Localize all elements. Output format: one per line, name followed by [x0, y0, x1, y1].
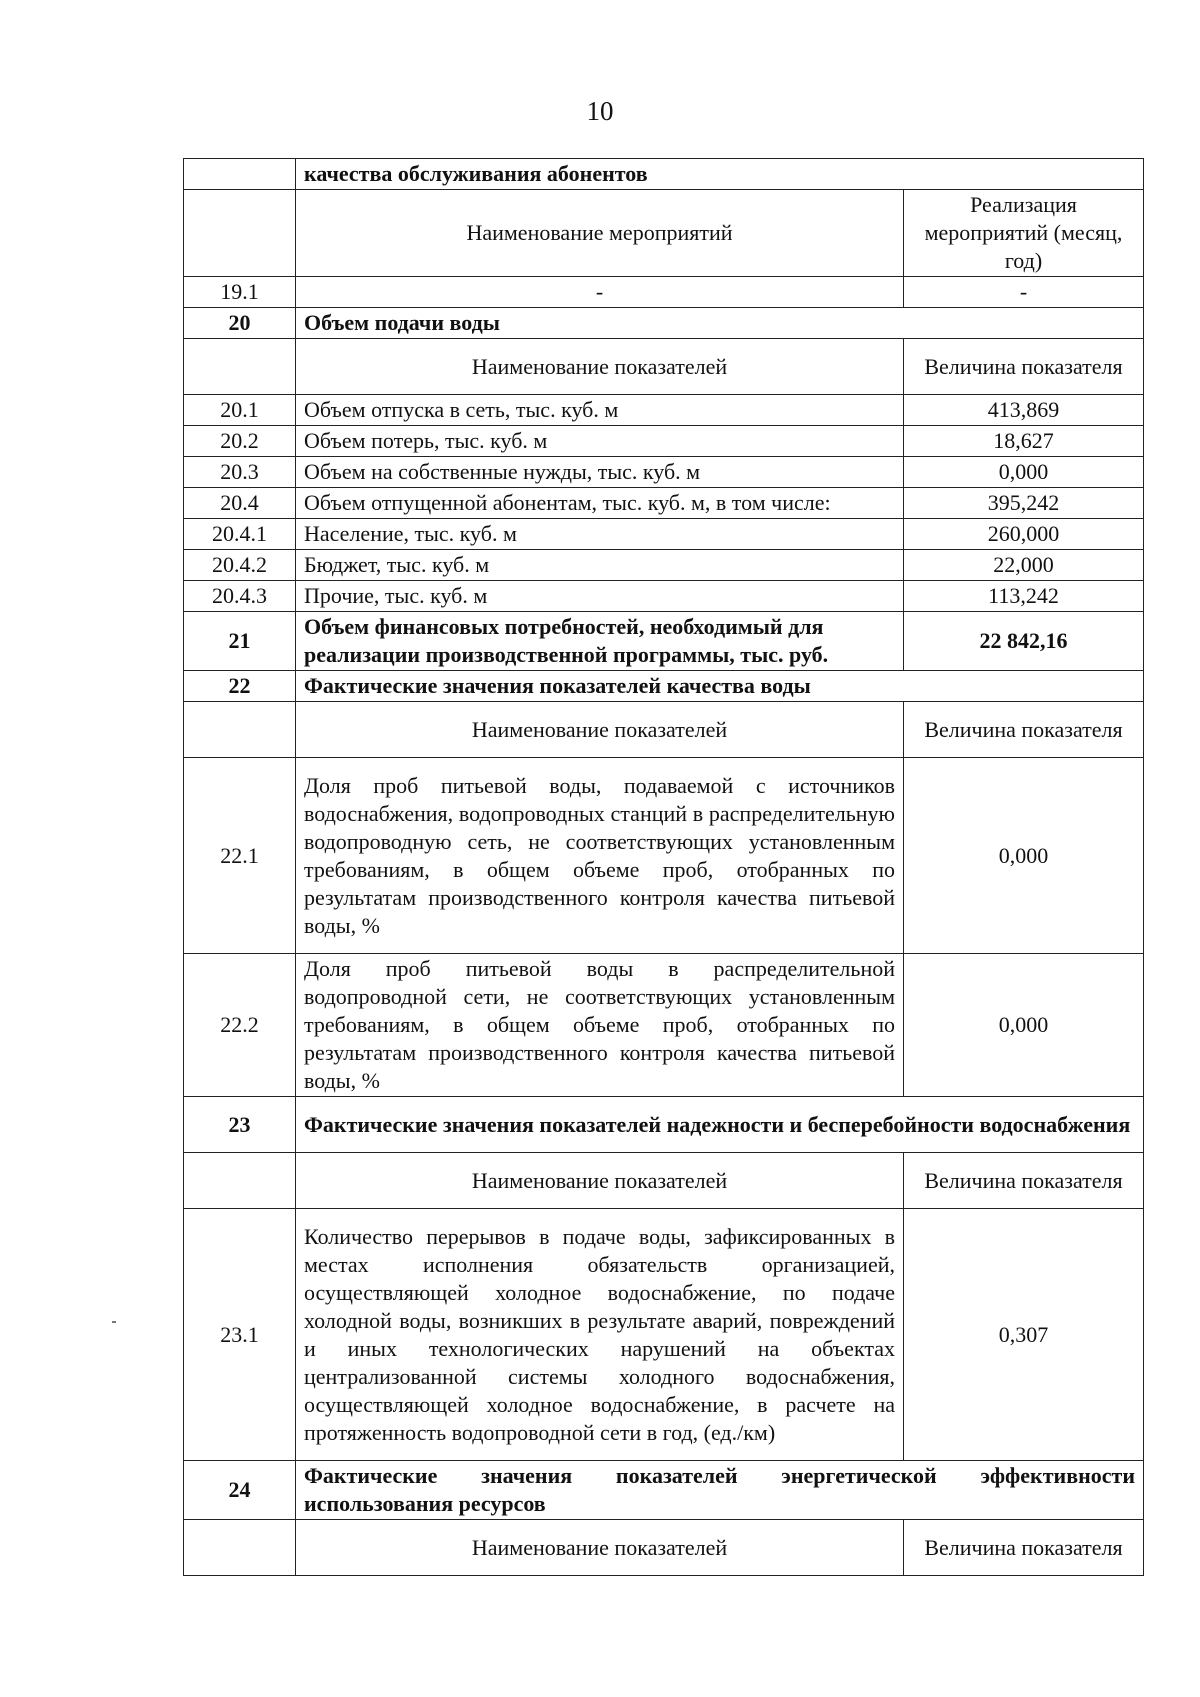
section-title: Фактические значения показателей энергетической эффективности использования ресурсов — [296, 1461, 1144, 1520]
table-row — [184, 457, 1144, 488]
row-number: 19.1 — [184, 277, 296, 308]
column-header-row — [184, 339, 1144, 395]
section-number: 24 — [184, 1461, 296, 1520]
table-row — [184, 1209, 1144, 1461]
row-number: 23.1 — [184, 1209, 296, 1461]
row-value: 0,000 — [904, 758, 1144, 954]
section-row — [184, 671, 1144, 702]
section-number: 21 — [184, 612, 296, 671]
column-header-name: Наименование показателей — [296, 339, 904, 395]
table-row — [184, 550, 1144, 581]
row-value: 18,627 — [904, 426, 1144, 457]
row-value: 113,242 — [904, 581, 1144, 612]
row-number: 20.4.1 — [184, 519, 296, 550]
row-name: Доля проб питьевой воды, подаваемой с источников водоснабжения, водопроводных станций в распределительную водопроводную сеть, не соответствующих установленным требованиям, в общем объеме проб, отобранных по результатам производственного контроля качества питьевой воды, % — [296, 758, 904, 954]
table-row — [184, 426, 1144, 457]
row-value: 0,307 — [904, 1209, 1144, 1461]
row-value: 0,000 — [904, 954, 1144, 1097]
section-title: Объем подачи воды — [296, 308, 1144, 339]
table-row — [184, 488, 1144, 519]
row-value: 395,242 — [904, 488, 1144, 519]
row-name: Доля проб питьевой воды в распределительной водопроводной сети, не соответствующих установленным требованиям, в общем объеме проб, отобранных по результатам производственного контроля качества питьевой воды, % — [296, 954, 904, 1097]
row-name: Объем отпущенной абонентам, тыс. куб. м, в том числе: — [296, 488, 904, 519]
row-number: 20.4.3 — [184, 581, 296, 612]
row-value: - — [904, 277, 1144, 308]
row-name: Объем потерь, тыс. куб. м — [296, 426, 904, 457]
row-number: 20.3 — [184, 457, 296, 488]
row-number: 22.2 — [184, 954, 296, 1097]
section-row — [184, 1461, 1144, 1520]
row-name: - — [296, 277, 904, 308]
column-header-row — [184, 702, 1144, 758]
column-header-value: Величина показателя — [904, 339, 1144, 395]
column-header-row — [184, 1153, 1144, 1209]
row-name: Население, тыс. куб. м — [296, 519, 904, 550]
row-number: 22.1 — [184, 758, 296, 954]
row-value: 413,869 — [904, 395, 1144, 426]
section-row — [184, 1097, 1144, 1153]
row-number: 20.4 — [184, 488, 296, 519]
row-number: 20.2 — [184, 426, 296, 457]
section-row — [184, 612, 1144, 671]
column-header-value: Величина показателя — [904, 702, 1144, 758]
column-header-value: Величина показателя — [904, 1520, 1144, 1576]
section-number: 23 — [184, 1097, 296, 1153]
row-name: Объем на собственные нужды, тыс. куб. м — [296, 457, 904, 488]
row-value: 260,000 — [904, 519, 1144, 550]
scan-speck — [112, 1321, 116, 1323]
column-header-name: Наименование мероприятий — [296, 190, 904, 277]
section-number: 22 — [184, 671, 296, 702]
section-19-continuation-row — [184, 159, 1144, 190]
section-value: 22 842,16 — [904, 612, 1144, 671]
row-value: 22,000 — [904, 550, 1144, 581]
column-header-value: Величина показателя — [904, 1153, 1144, 1209]
column-header-row — [184, 190, 1144, 277]
section-row — [184, 308, 1144, 339]
table-row — [184, 519, 1144, 550]
section-title: Объем финансовых потребностей, необходимый для реализации производственной программы, тыс. руб. — [296, 612, 904, 671]
row-number: 20.1 — [184, 395, 296, 426]
row-name: Количество перерывов в подаче воды, зафиксированных в местах исполнения обязательств организацией, осуществляющей холодное водоснабжение, по подаче холодной воды, возникших в результате аварий, повреждений и иных технологических нарушений на объектах централизованной системы холодного водоснабжения, осуществляющей холодное водоснабжение, в расчете на протяженность водопроводной сети в год, (ед./км) — [296, 1209, 904, 1461]
section-title: Фактические значения показателей качества воды — [296, 671, 1144, 702]
table-row — [184, 581, 1144, 612]
table-row — [184, 277, 1144, 308]
row-name: Прочие, тыс. куб. м — [296, 581, 904, 612]
section-title: качества обслуживания абонентов — [296, 159, 1144, 190]
table-row — [184, 954, 1144, 1097]
column-header-value: Реализация мероприятий (месяц, год) — [904, 190, 1144, 277]
row-name: Бюджет, тыс. куб. м — [296, 550, 904, 581]
section-title: Фактические значения показателей надежности и бесперебойности водоснабжения — [296, 1097, 1144, 1153]
row-name: Объем отпуска в сеть, тыс. куб. м — [296, 395, 904, 426]
table-row — [184, 395, 1144, 426]
column-header-name: Наименование показателей — [296, 1520, 904, 1576]
page-number: 10 — [586, 96, 614, 126]
row-value: 0,000 — [904, 457, 1144, 488]
column-header-name: Наименование показателей — [296, 1153, 904, 1209]
table-row — [184, 758, 1144, 954]
row-number: 20.4.2 — [184, 550, 296, 581]
column-header-row — [184, 1520, 1144, 1576]
production-program-table — [183, 158, 1144, 1576]
section-number: 20 — [184, 308, 296, 339]
column-header-name: Наименование показателей — [296, 702, 904, 758]
